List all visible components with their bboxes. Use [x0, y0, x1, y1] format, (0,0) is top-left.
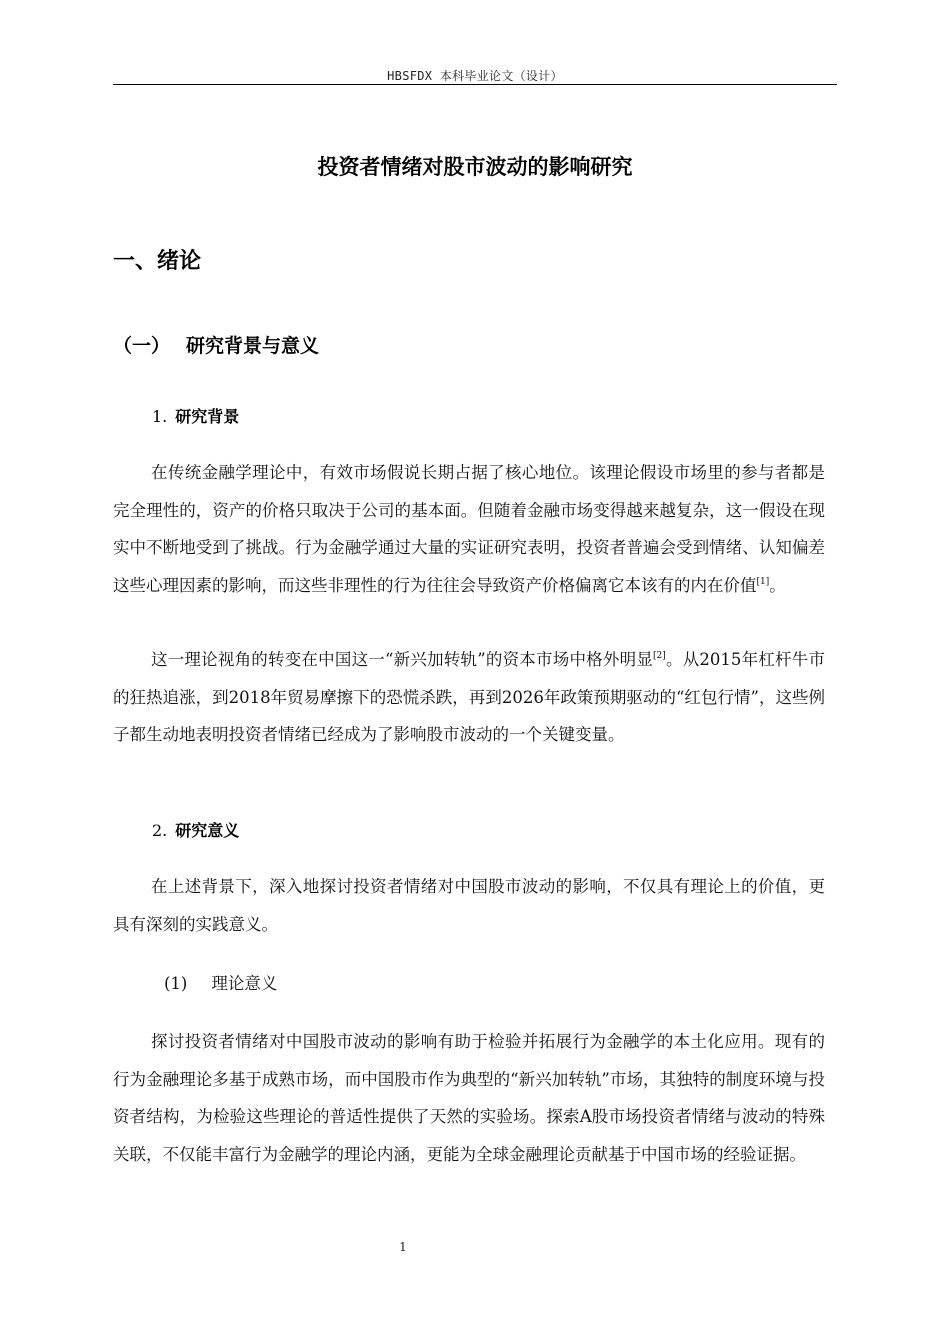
citation-ref: [2]: [653, 651, 666, 661]
sub-subsection-title: 研究意义: [175, 821, 240, 840]
citation-ref: [1]: [756, 576, 770, 587]
page-number: 1: [399, 1240, 407, 1254]
item-title: 理论意义: [211, 974, 278, 993]
paragraph-text: 这一理论视角的转变在中国这一“新兴加转轨”的资本市场中格外明显: [151, 650, 654, 669]
subsection-heading: [113, 331, 319, 358]
paragraph-text: 在上述背景下，深入地探讨投资者情绪对中国股市波动的影响，不仅具有理论上的价值，更具有深刻的实践意义。: [113, 877, 825, 934]
paragraph-perspective: [113, 641, 825, 754]
sub-subsection-title: 研究背景: [175, 407, 240, 426]
paragraph-text: 探讨投资者情绪对中国股市波动的影响有助于检验并拓展行为金融学的本土化应用。现有的行为金融理论多基于成熟市场，而中国股市作为典型的“新兴加转轨”市场，其独特的制度环境与投资者结构，为检验这些理论的普适性提供了天然的实验场。探索A股市场投资者情绪与波动的特殊关联，不仅能丰富行为金融学的理论内涵，更能为全球金融理论贡献基于中国市场的经验证据。: [113, 1032, 825, 1164]
item-number: (1): [164, 974, 188, 993]
subsection-title: 研究背景与意义: [186, 335, 320, 357]
sub-subsection-heading-background: [152, 404, 239, 427]
document-title: 投资者情绪对股市波动的影响研究: [317, 155, 633, 179]
paragraph-text: 在传统金融学理论中，有效市场假说长期占据了核心地位。该理论假设市场里的参与者都是完全理性的，资产的价格只取决于公司的基本面。但随着金融市场变得越来越复杂，这一假设在现实中不断地受到了挑战。行为金融学通过大量的实证研究表明，投资者普遍会受到情绪、认知偏差这些心理因素的影响，而这些非理性的行为往往会导致资产价格偏离它本该有的内在价值: [113, 463, 825, 595]
sub-subsection-heading-significance: [152, 818, 239, 841]
paragraph-end: 。从2015年杠杆牛市的狂热追涨，到2018年贸易摩擦下的恐慌杀跌，再到2026年政策预期驱动的“红包行情”，这些例子都生动地表明投资者情绪已经成为了影响股市波动的一个关键变量。: [113, 650, 825, 744]
paragraph-background: [113, 454, 825, 604]
page-header: HBSFDX 本科毕业论文（设计）: [387, 69, 563, 83]
paragraph-end: 。: [769, 575, 786, 595]
header-divider: [113, 84, 837, 85]
section-heading: 一、绪论: [113, 249, 202, 274]
sub-subsection-number: 1.: [152, 407, 168, 426]
paragraph-theoretical-significance: [113, 1023, 825, 1173]
sub-subsection-number: 2.: [152, 821, 168, 840]
item-heading: [164, 970, 277, 994]
paragraph-significance-intro: [113, 868, 825, 943]
subsection-number: （一）: [113, 335, 171, 357]
